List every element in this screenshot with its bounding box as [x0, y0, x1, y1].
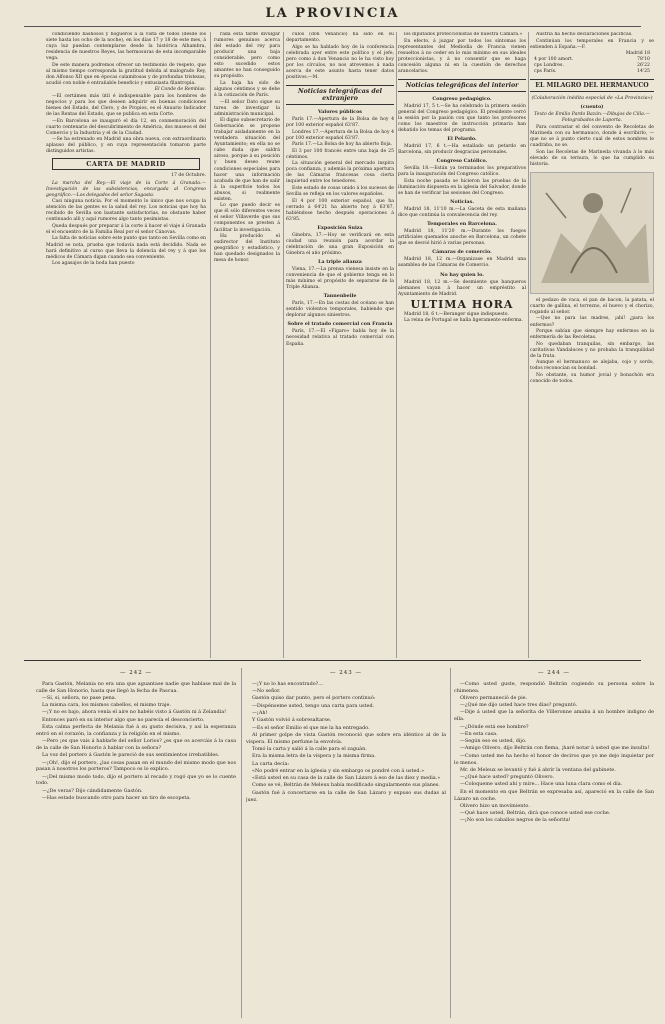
paragraph: —¡No son los caballos negros de la señorita!: [460, 817, 571, 824]
illustration: [530, 172, 654, 294]
quote-value: 78'10: [637, 57, 650, 63]
paragraph: Queda después por preparar á la corte á hacer el viaje á Granada el el encuentro de la Familia Real por el señor Cánovas.: [46, 223, 206, 235]
paragraph: París, 17.—El «Figaro» habla hoy de la necesidad relativa al tratado comercial con España.: [286, 329, 394, 347]
ultima-hora-title: ULTIMA HORA: [410, 297, 514, 311]
paragraph: Austria ha hecho declaraciones pacíficas.: [536, 32, 633, 37]
paragraph: —¡Del mismo modo todo, dijo el portero al recado y rogó que yo se lo cuente todo.: [36, 773, 236, 787]
paragraph: Algo se ha hablado hoy de la conferencia celebrada ayer entre este político y el jefe, pero como á don Venancio no le ha visto hoy por los círculos, no nos atrevemos á nada acerca de este asunto hasta tener datos positivos.—M.: [286, 44, 394, 80]
paragraph: —¿Qué me dijo usted hace tres días? preguntó.: [460, 702, 578, 709]
feuilleton-page-2: [246, 670, 446, 1020]
paragraph: En efecto, á juzgar por todos los síntomas los representantes del Mediodía de Francia vienen resueltos á no ceder en lo más mínimo en sus ideales proteccionistas, y á no consentir que se haga concesión alguna ni en la cuestión de derechos arancelarios.: [398, 38, 526, 74]
paragraph: —Dispénseme usted, tengo una carta para usted.: [252, 702, 375, 709]
column-1-text: [46, 32, 206, 155]
paragraph: Mr. de Meleux se levantó y fué á abrir la ventana del gabinete.: [460, 766, 616, 773]
paragraph: No quedaban tranquilas, sin embargo, las caritativas Vandaluces y no probaba la tranquilidad de la fruta.: [530, 341, 654, 359]
paragraph: Aunque el hermanuco se alejaba, cojo y sordo, todos reconocían su bondad.: [530, 360, 654, 372]
credit: Texto de Emilio Pardo Bazán.—Dibujos de Cilla.—Fotograbados de Laporta.: [534, 112, 650, 124]
paragraph: El 3 por 100 francés entre una baja de 25 céntimos.: [286, 148, 394, 160]
paragraph: Continúan los temporales en Francia y se extienden á España.—F.: [530, 38, 654, 50]
subheading: Valores públicos: [317, 108, 363, 115]
paragraph: —¡Y no lo has encontrado?...: [252, 680, 323, 687]
paragraph: Esta calma perfecta de Melania fué á su gusto decisiva, y así la esperanza entró en el corazón, la confianza y la religión en el mismo.: [36, 724, 236, 737]
paragraph: rada esta tarde divulgar rumores genuinos acerca del estado del rey para producir una baja considerable, pero como esto sucedido estos amantes no han conseguido su propósito.: [214, 32, 280, 80]
illustration-drawing: [531, 173, 654, 293]
paragraph: —Has estado buscando otro para hacer un tiro de escopeta.: [42, 795, 191, 802]
quote-row: [530, 69, 654, 75]
section-title-milagro: EL MILAGRO DEL HERMANUCO: [530, 79, 654, 92]
top-rule: [24, 26, 641, 27]
paragraph: En el momento en que Beltrán se expresaba así, apareció en la calle de San Lázaro un coche.: [454, 788, 654, 802]
paragraph: Tomó la carta y salió á la calle para el zaguán.: [252, 745, 367, 752]
paragraph: —El certámen más útil é indispensable para los hombres de negocios y para los que deseen adquirir en buenas condiciones bienes del Estado, del Clero, y de Propios, es el Anuario Indicador de las Rentas del Estado, que se publica en esta Corte.: [46, 93, 206, 118]
carta-summary: La marcha del Rey.—El viaje de la Corte á Granada.—Investigación de las subsistencias, encargada al Congreso geográfico.—Los delegados del señor Sagasta.: [46, 180, 206, 198]
subheading: El Pelardo.: [447, 136, 477, 143]
paragraph: Madrid 18, 11'20 m.—Durante los fuegos artificiales quemados anoche en Barcelona, un cohete que se desvió hirió á varias personas.: [398, 229, 526, 247]
page-number: — 244 —: [538, 670, 570, 676]
paragraph: —Como usted guste, respondió Beltrán cogiendo su persona sobre la chimenea.: [454, 680, 654, 694]
paragraph: —Que no para las madres, ¡ahí! ¿para los enfermos?: [530, 316, 654, 328]
section-title-extranjero: Noticias telegráficas del extranjero: [286, 85, 394, 105]
paragraph: Entonces paró en su interior algo que no parecía el desconcierto.: [42, 716, 205, 723]
column-divider: [528, 32, 529, 658]
column-2: [214, 32, 280, 656]
paragraph: Madrid 17, 5 t.—Se ha celebrado la primera sesión general del Congreso pedagógico. El presidente cerró la sesión por la pasión con que tanto los profesores como los maestros de instrucción primaria han debatido los temas del programa.: [398, 103, 526, 134]
masthead: LA PROVINCIA: [265, 6, 400, 21]
paragraph: —Dije á usted que la señorita de Villeronne amaba á un hombre indigno de ella.: [454, 709, 654, 723]
paragraph: París 17.—Apertura de la Bolsa de hoy 4 por 100 exterior español 63'87.: [286, 116, 394, 128]
subheading: Congreso pedagógico.: [432, 95, 492, 102]
paragraph: Para contrastar el del convento de Recoletas de Marineda con su hermanuco, donde á escribirlo, —que no se á punto cierto cual de estos nombres le cuadraba, no se.: [530, 125, 654, 149]
subheading: Cámaras de comercio.: [432, 249, 492, 256]
paragraph: «No podré entrar en la iglesia y sin embargo os pondré con á usted.»: [252, 767, 425, 774]
paragraph: —Amigo Olivero, dijo Beltrán con flema, ¡haré notar á usted que me insulta!: [460, 745, 650, 752]
paragraph: —¡Y no es bajo, ahora venía el aire no habéis visto á Gastón ni á Zelandia!: [42, 709, 227, 716]
quote-value: 26'22: [637, 63, 650, 69]
feuilleton-page-1: [36, 670, 236, 1020]
paragraph: Este estado de cosas unido á los sucesos de Sevilla se refleja en los valores españoles.: [286, 185, 394, 197]
column-3: [286, 32, 394, 656]
subheading: No hay quien lo.: [440, 271, 484, 278]
paragraph: —Se ha estrenado en Madrid una obra nueva, con extraordinario aplauso del público, y en cuya representación tomaron parte distinguidos artistas.: [46, 137, 206, 155]
paragraph: La situación general del mercado inspira poca confianza, y además la próxima apertura de las Cámaras francesas cosa cierta inquietud entre los tenedores.: [286, 161, 394, 185]
column-5: [530, 32, 654, 656]
paragraph: —Es el señor Emilio el que me la ha entregado.: [252, 724, 370, 731]
subheading: Tannenbeile: [323, 293, 357, 300]
subheading: La triple alianza: [318, 258, 362, 265]
column-divider: [283, 32, 284, 658]
paragraph: Londres 17.—Apertura de la Bolsa de hoy 4 por 100 exterior español 63'87.: [286, 129, 394, 141]
paragraph: —¿Dónde está ese hombre?: [460, 723, 529, 730]
column-divider: [396, 32, 397, 658]
paragraph: El 4 por 100 exterior español, que ha cerrado á 64'21 ha abierto hoy á 63'87, habiéndose hecho después operaciones á 63'85.: [286, 198, 394, 222]
paragraph: «Está usted en su casa de la calle de San Lázaro á eso de las diez y media.»: [252, 775, 441, 782]
paragraph: Al primer golpe de vista Gastón reconoció que sobre era idéntico al de la víspera. El mismo perfume la envolvía.: [246, 731, 446, 745]
paragraph: Era la misma letra de la víspera y la misma firma.: [252, 753, 376, 760]
quotes-city: Madrid 18: [625, 51, 650, 57]
paragraph: Esta noche pasada se hicieron las pruebas de la iluminación dispuesta en la iglesia del Salvador, donde se han de verificar las sesiones del Congreso.: [398, 178, 526, 196]
paragraph: —En esta casa.: [460, 730, 498, 737]
paragraph: Ha producido el exdirector del Instituto geográfico y estadístico, y han quedado designados la mesa de honor.: [214, 234, 280, 264]
subheading: (cuento): [580, 104, 604, 111]
paragraph: Como se vé, Beltrán de Meleux había modificado singularmente sus planes.: [252, 782, 440, 789]
column-divider: [450, 668, 451, 1018]
section-title-interior: Noticias telegráficas del interior: [398, 79, 526, 92]
paragraph: —¡Oh!, dijo el portero, ¿las cosas pasan en el mundo del mismo modo que nos pasan á nosotros los porteros? Tampoco os lo explico.: [36, 759, 236, 773]
signature: El Conde de Remblas.: [154, 87, 206, 93]
paragraph: Madrid 18, 12 m.—Se desmiente que banqueros alemanes vayan á hacer un empréstito al Ayuntamiento de Madrid.: [398, 279, 526, 297]
paragraph: Madrid 17, 6 t.—Ha estallado un petardo en Barcelona, sin producir desgracias personales.: [398, 144, 526, 156]
carta-title: CARTA DE MADRID: [52, 158, 200, 170]
paragraph: —Sí, sí, señora, no pase pena.: [42, 694, 117, 701]
paragraph: Olivero hizo un movimiento.: [460, 802, 530, 809]
paragraph: condiciendo bashosos y hogueros á la vista de todos (desde los siete hasta los ocho de la noche), en los días 17 y 18 de este mes, á cuya luz puedan contemplarse desde la histórica Alhambra, residencia de nuestros Reyes, las hermosuras de esta incomparable vega.: [46, 32, 206, 62]
paragraph: —En Barcelona se inauguró el día 12, en conmemoración del cuarto centenario del descubrimiento de América, dos museos el del Comercio y la Industria y el de la Ciudad.: [46, 118, 206, 136]
column-divider: [210, 32, 211, 658]
paragraph: De este manera podremos ofrecer un testimonio de respeto, que al mismo tiempo corresponda la gratitud debida al malogrado Rey, don Alfonso XII que en épocas calamitosas y de profundas tristezas, acudió con noble é entrañable beneficio y entusiasta filantropia.: [46, 62, 206, 86]
paragraph: —Como usted me ha hecho el honor de deciros que yo me dejo inquietar por lo menos.: [454, 752, 654, 766]
paragraph: —Coloqueme usted ahí y mire... Hace una luna clara como el día.: [460, 781, 623, 788]
column-4: [398, 32, 526, 656]
footer-rule: [24, 660, 641, 661]
paragraph: Madrid 18, 11'10 m.—La Gaceta de esta mañana dice que continúa la convalecencia del rey.: [398, 207, 526, 219]
paragraph: La reina de Portugal se halla ligeramente enferma.: [404, 318, 523, 324]
column-divider: [241, 668, 242, 1018]
paragraph: culos (don Venancio) ha sido en su departamento.: [286, 32, 394, 44]
quote-label: 4 por 100 amort.: [534, 57, 574, 63]
quote-label: cps París.: [534, 69, 557, 75]
page-number: — 243 —: [330, 670, 362, 676]
paragraph: Ginebra, 17.—Hoy se verificará en esta ciudad una reunión para acordar la celebración de una gran Exposición en Ginebra el año próximo.: [286, 232, 394, 256]
subheading: Temporales en Barcelona.: [427, 221, 497, 228]
paragraph: Son las Recoletas de Marineda vivanda á lo más elevado de su ternura, lo que ha cumplido su historia.: [530, 149, 654, 167]
paragraph: Gastón quiso dar punto, pero el portero continuó:: [252, 695, 376, 702]
paragraph: La voz del portero á Gastón le pareció de sus sentimientos irrebatibles.: [42, 752, 220, 759]
paragraph: —¿Qué hace usted? preguntó Olivero.: [460, 774, 555, 781]
paragraph: Olivero permaneció de pie.: [460, 694, 528, 701]
paragraph: Viena, 17.—La prensa vienesa insiste en la conveniencia de que el gobierno tenga en lo más mínimo el propósito de separarse de la Triple Alianza.: [286, 267, 394, 291]
paragraph: No obstante, su humor jovial y bonachón era conocido de todos.: [530, 372, 654, 384]
paragraph: —Pero ¡es que vais á hablarle del señor Lorios? ¿es que os acercáis á la casa de la calle de San Honorio á hablar con la señora?: [36, 738, 236, 751]
paragraph: Para Gastón, Melania no era una que aguantase nadie que hablase mal de la calle de San Honorio, hasta que llegó la fecha de Pascua.: [36, 680, 236, 694]
subheading: Exposición Suiza: [317, 224, 363, 231]
column-1: [46, 32, 206, 656]
page-number: — 242 —: [120, 670, 152, 676]
subheading: Noticias.: [450, 199, 474, 206]
subheading: Sobre el tratado comercial con Francia: [287, 321, 393, 328]
paragraph: La carta decía:: [252, 760, 290, 767]
paragraph: Sevilla 18.—Están ya terminados los preparativos para la inauguración del Congreso católico.: [398, 166, 526, 178]
quote-label: cps Londres.: [534, 63, 564, 69]
paragraph: Los agasajos de la boda han puesto: [52, 261, 135, 267]
paragraph: Y Gastón volvió á sobresaltarse.: [252, 717, 332, 724]
paragraph: —Según eso es usted, dijo.: [460, 738, 527, 745]
paragraph: Casi ninguna noticia. Por el momento lo único que nos ocupa la atención de las gentes es la salud del rey. Los noticias que hoy ha recibido de Sevilla son bastante satisfactorias, no obstante haber continuado alli y aquí rumores algo tanto pesimistas.: [46, 199, 206, 223]
subheading: (Colaboración inédita especial de «La Provincia»): [531, 96, 653, 102]
paragraph: —El señor Dato sigue su tarea de investigar la administración municipal.: [214, 99, 280, 117]
paragraph: Madrid 18, 6 t.—Beranger sigue indispuesto.: [404, 311, 509, 317]
paragraph: Porque sabían que siempre hay enfermos en la enfermería de las Recoletas.: [530, 329, 654, 341]
quote-value: 14'25: [637, 69, 650, 75]
paragraph: Gastón fué á concertarse en la calle de San Lázaro y expuso sus dudas al juez.: [246, 789, 446, 803]
paragraph: El digno subsecretario de Gobernación se propone trabajar aisladamente en la verdadera situación del Ayuntamiento; en ella no se cabe duda que saldrá airoso, porque á su posición y buen deseo reune condiciones especiales para hacer una información acabada de que han de salir á la superficie todos los abusos, si realmente existen.: [214, 118, 280, 202]
paragraph: La misma cara, los mismos cabellos, el mismo traje.: [42, 702, 171, 709]
paragraph: Lo que puedo decir es que él sólo diferentes veces el señor Villaverde que sus componentes se presten á facilitar la investigación.: [214, 203, 280, 233]
paragraph: —¡Ah!: [252, 709, 268, 716]
paragraph: París 17.—La Bolsa de hoy ha abierto floja.: [292, 142, 393, 148]
paragraph: La baja ha sido de algunos céntimos y se debe á la cotización de París.: [214, 80, 280, 98]
paragraph: el pedazo de vaca, el pan de bacon, la patata, el cuarto de gallina, el torrezno, el huevo y el chorizo, rogando al señor.: [530, 297, 654, 315]
carta-dateline: 17 de Octubre.: [171, 173, 206, 179]
paragraph: La falta de noticias sobre este punto que tanto en Sevilla como en Madrid se nota, prueba que todavía nada está decidido. Nada se hará definitivo al curso que lleva la dolencia del rey y á que los médicos de Cámara digan cuando sea conveniente.: [46, 236, 206, 260]
feuilleton-page-3: [454, 670, 654, 1020]
paragraph: —¿De veras? Dijo cándidamente Gastón.: [42, 787, 143, 794]
paragraph: París, 17.—En las costas del océano se han sentido violentos temporales, habiendo que deplorar algunos siniestros.: [286, 301, 394, 319]
paragraph: Madrid 18, 12 m.—Organizase en Madrid una asamblea de las Cámaras de Comercio.: [398, 257, 526, 269]
paragraph: —Qué hace usted, Beltrán, dirá que conoce usted ese coche.: [460, 810, 611, 817]
paragraph: los diputados proteccionistas de nuestra Cámara.»: [404, 32, 523, 37]
paragraph: —No señor.: [252, 688, 281, 695]
subheading: Congreso Católico.: [436, 158, 488, 165]
